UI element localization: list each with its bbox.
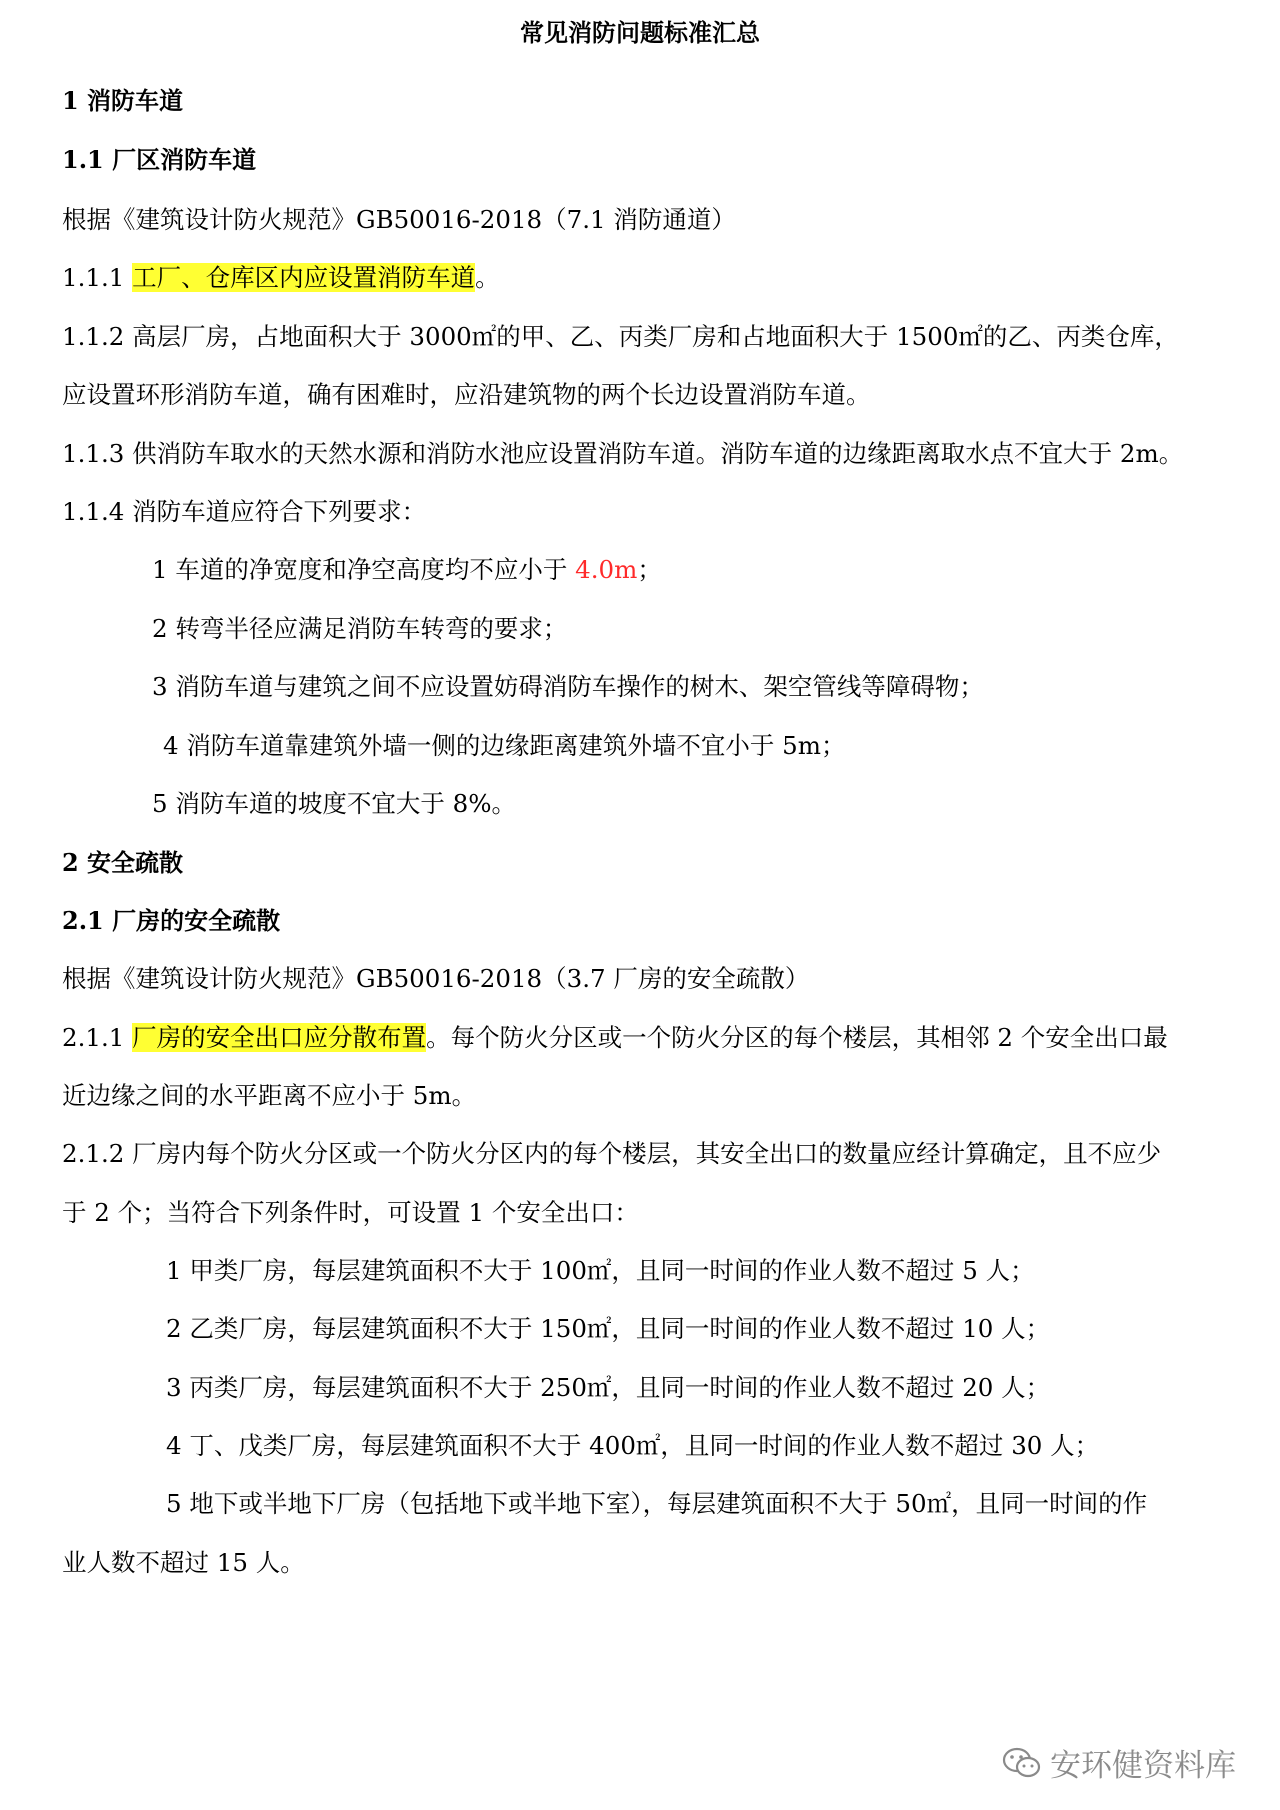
subsection-2-1-heading: 2.1 厂房的安全疏散 (62, 906, 281, 935)
highlighted-text: 工厂、仓库区内应设置消防车道 (132, 263, 476, 292)
condition-1: 1 甲类厂房，每层建筑面积不大于 100㎡，且同一时间的作业人数不超过 5 人； (166, 1256, 1035, 1285)
clause-1-1-2-line-1: 1.1.2 高层厂房，占地面积大于 3000㎡的甲、乙、丙类厂房和占地面积大于 1500㎡的乙、丙类仓库， (62, 322, 1179, 351)
subsection-1-1-heading: 1.1 厂区消防车道 (62, 145, 257, 174)
clause-2-1-1-line-1 (62, 1021, 1168, 1055)
condition-4: 4 丁、戊类厂房，每层建筑面积不大于 400㎡，且同一时间的作业人数不超过 30 人； (166, 1431, 1100, 1460)
condition-3: 3 丙类厂房，每层建筑面积不大于 250㎡，且同一时间的作业人数不超过 20 人； (166, 1373, 1051, 1402)
requirement-4: 4 消防车道靠建筑外墙一侧的边缘距离建筑外墙不宜小于 5m； (163, 731, 846, 760)
section-2-heading: 2 安全疏散 (62, 848, 184, 877)
section-1-heading: 1 消防车道 (62, 86, 184, 115)
red-value: 4.0m (575, 555, 638, 584)
clause-2-1-1-line-2: 近边缘之间的水平距离不应小于 5m。 (62, 1081, 477, 1110)
condition-2: 2 乙类厂房，每层建筑面积不大于 150㎡，且同一时间的作业人数不超过 10 人； (166, 1314, 1051, 1343)
clause-number: 2.1.1 (62, 1023, 125, 1052)
condition-5-line-1: 5 地下或半地下厂房（包括地下或半地下室），每层建筑面积不大于 50㎡，且同一时间的作 (166, 1489, 1148, 1518)
clause-tail: 。每个防火分区或一个防火分区的每个楼层，其相邻 2 个安全出口最 (426, 1023, 1168, 1052)
condition-5-line-2: 业人数不超过 15 人。 (62, 1548, 305, 1577)
basis-7-1: 根据《建筑设计防火规范》GB50016-2018（7.1 消防通道） (62, 205, 736, 234)
clause-1-1-2-line-2: 应设置环形消防车道，确有困难时，应沿建筑物的两个长边设置消防车道。 (62, 380, 871, 409)
basis-3-7: 根据《建筑设计防火规范》GB50016-2018（3.7 厂房的安全疏散） (62, 964, 810, 993)
clause-number: 1.1.1 (62, 263, 125, 292)
document-title: 常见消防问题标准汇总 (520, 18, 760, 47)
requirement-text: 1 车道的净宽度和净空高度均不应小于 (152, 555, 576, 584)
requirement-1 (152, 553, 662, 587)
wechat-icon (1002, 1746, 1042, 1780)
watermark-text: 安环健资料库 (1050, 1748, 1236, 1784)
clause-1-1-3: 1.1.3 供消防车取水的天然水源和消防水池应设置消防车道。消防车道的边缘距离取水点不宜大于 2m。 (62, 439, 1184, 468)
clause-2-1-2-line-2: 于 2 个；当符合下列条件时，可设置 1 个安全出口： (62, 1198, 639, 1227)
clause-1-1-4: 1.1.4 消防车道应符合下列要求： (62, 497, 427, 526)
requirement-5: 5 消防车道的坡度不宜大于 8%。 (152, 789, 517, 818)
clause-1-1-1 (62, 261, 500, 295)
requirement-3: 3 消防车道与建筑之间不应设置妨碍消防车操作的树木、架空管线等障碍物； (152, 672, 984, 701)
highlighted-text: 厂房的安全出口应分散布置 (132, 1023, 427, 1052)
watermark (1002, 1740, 1236, 1785)
requirement-2: 2 转弯半径应满足消防车转弯的要求； (152, 614, 568, 643)
clause-2-1-2-line-1: 2.1.2 厂房内每个防火分区或一个防火分区内的每个楼层，其安全出口的数量应经计算确定，且不应少 (62, 1139, 1162, 1168)
requirement-punct: ； (637, 555, 662, 584)
clause-tail: 。 (475, 263, 500, 292)
